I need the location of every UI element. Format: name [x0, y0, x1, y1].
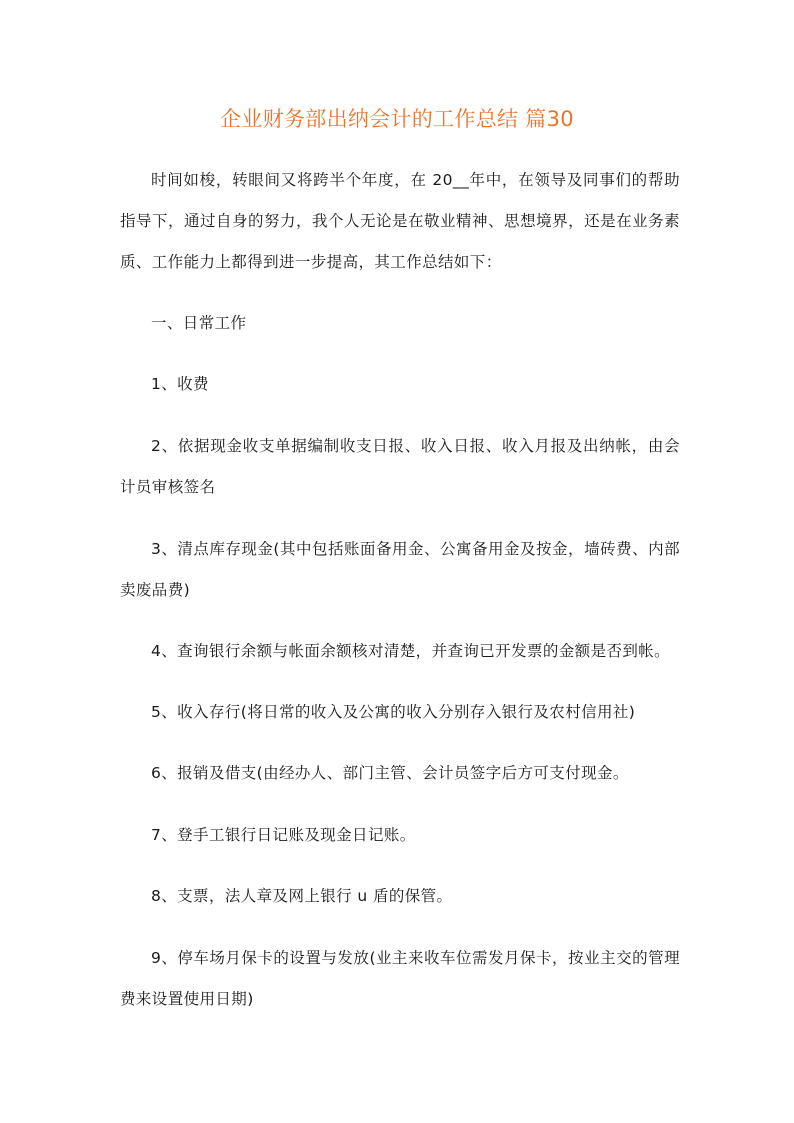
- list-item: 3、清点库存现金(其中包括账面备用金、公寓备用金及按金，墙砖费、内部卖废品费): [120, 540, 680, 599]
- intro-paragraph: 时间如梭，转眼间又将跨半个年度，在 20__年中，在领导及同事们的帮助指导下，通过自身的努力，我个人无论是在敬业精神、思想境界，还是在业务素质、工作能力上都得到进一步提高，其工作总结如下：: [120, 171, 680, 271]
- list-item: 4、查询银行余额与帐面余额核对清楚，并查询已开发票的金额是否到帐。: [151, 642, 671, 660]
- list-item: 5、收入存行(将日常的收入及公寓的收入分别存入银行及农村信用社): [151, 703, 636, 721]
- document-title: 企业财务部出纳会计的工作总结 篇30: [220, 107, 574, 131]
- list-item: 1、收费: [151, 375, 209, 393]
- list-item: 7、登手工银行日记账及现金日记账。: [151, 826, 416, 844]
- list-item: 8、支票，法人章及网上银行 u 盾的保管。: [151, 887, 453, 905]
- section-heading: 一、日常工作: [151, 314, 247, 332]
- list-item: 2、依据现金收支单据编制收支日报、收入日报、收入月报及出纳帐，由会计员审核签名: [120, 437, 680, 496]
- list-item: 9、停车场月保卡的设置与发放(业主来收车位需发月保卡，按业主交的管理费来设置使用日期): [120, 949, 680, 1008]
- list-item: 6、报销及借支(由经办人、部门主管、会计员签字后方可支付现金。: [151, 764, 629, 782]
